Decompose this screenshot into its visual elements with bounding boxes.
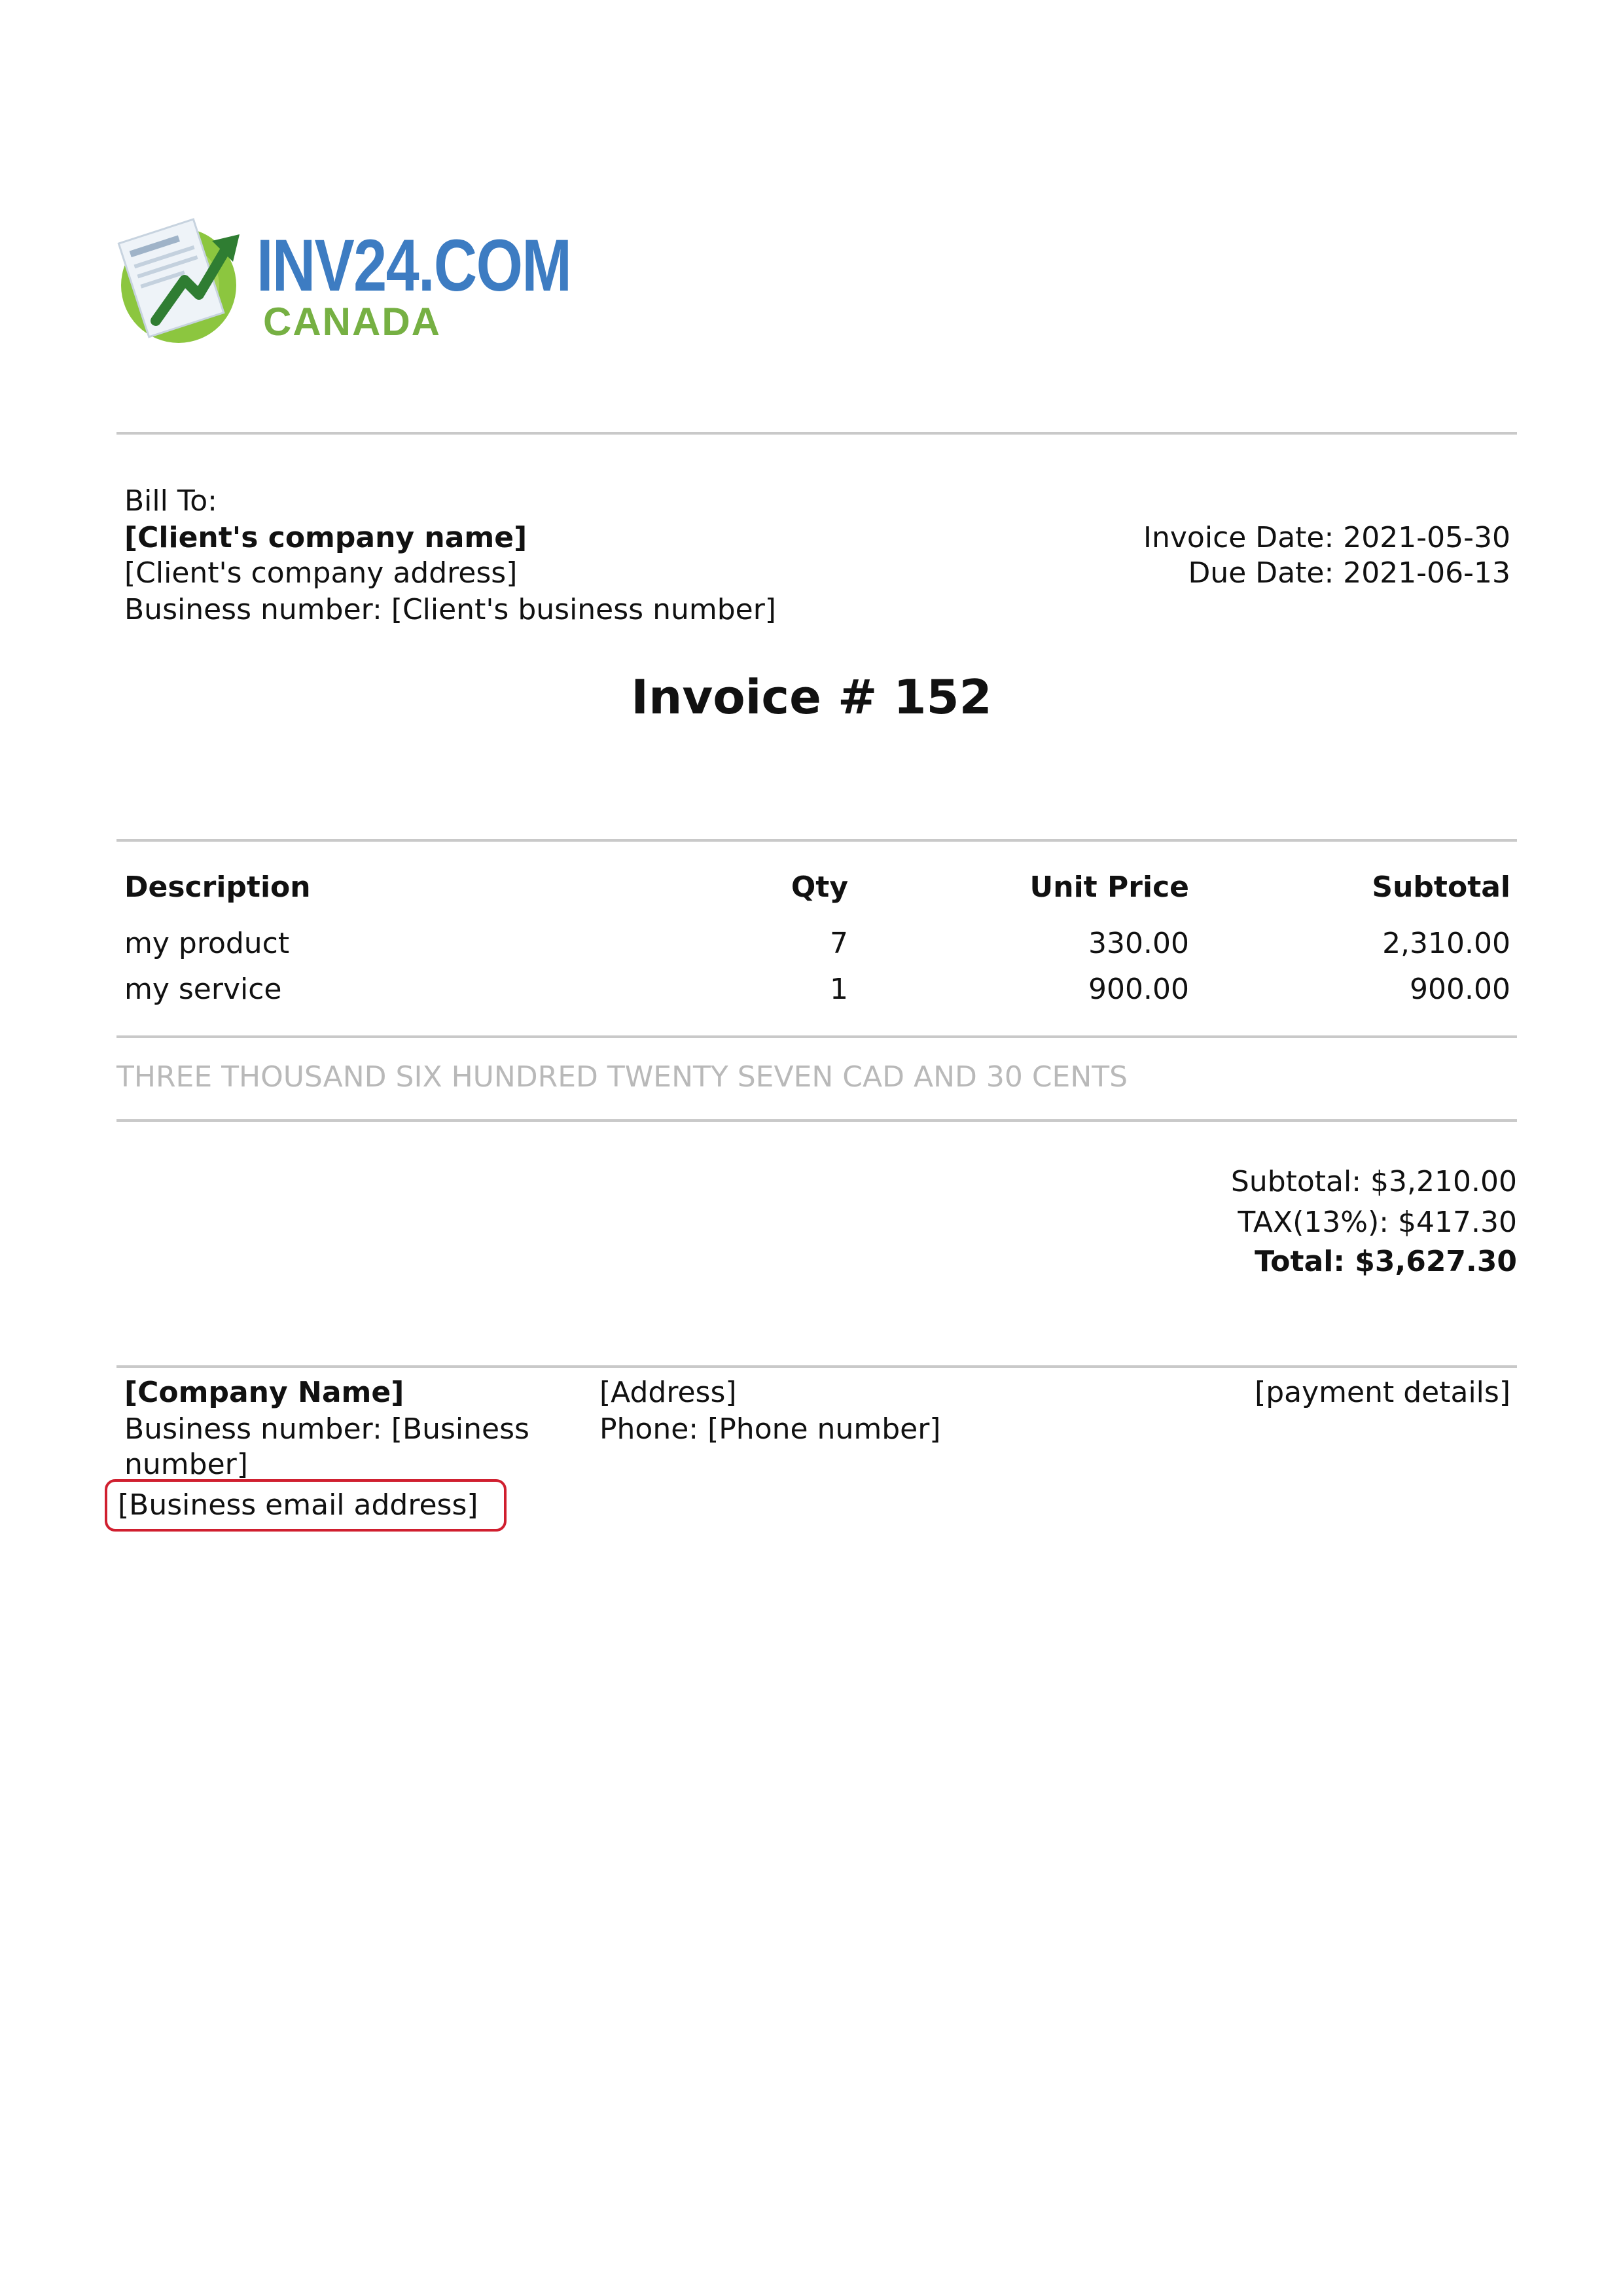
table-row-2-description: my service <box>124 973 282 1006</box>
words-divider <box>116 1119 1517 1122</box>
logo-name: INV24.COM <box>257 224 571 306</box>
footer-phone: Phone: [Phone number] <box>599 1412 941 1446</box>
due-date: Due Date: 2021-06-13 <box>1188 556 1510 590</box>
header-description: Description <box>124 870 311 904</box>
table-row-1-qty: 7 <box>830 927 848 960</box>
invoice-date: Invoice Date: 2021-05-30 <box>1143 521 1510 554</box>
logo-icon <box>116 208 247 346</box>
table-top-divider <box>116 839 1517 842</box>
footer-divider <box>116 1365 1517 1368</box>
amount-in-words: THREE THOUSAND SIX HUNDRED TWENTY SEVEN CAD AND 30 CENTS <box>116 1060 1128 1094</box>
footer-payment-details: [payment details] <box>1255 1376 1510 1409</box>
table-row-1-subtotal: 2,310.00 <box>1382 927 1510 960</box>
table-row-1-unit-price: 330.00 <box>1088 927 1189 960</box>
totals-total: Total: $3,627.30 <box>1255 1245 1517 1278</box>
table-bottom-divider <box>116 1035 1517 1038</box>
footer-business-number: Business number: [Business <box>124 1412 529 1446</box>
footer-email: [Business email address] <box>118 1488 478 1522</box>
totals-subtotal: Subtotal: $3,210.00 <box>1230 1165 1517 1198</box>
header-qty: Qty <box>791 870 848 904</box>
client-company-name: [Client's company name] <box>124 521 527 554</box>
bill-to-label: Bill To: <box>124 484 217 518</box>
table-row-2-qty: 1 <box>830 973 848 1006</box>
table-row-1-description: my product <box>124 927 290 960</box>
client-business-number: Business number: [Client's business number] <box>124 593 776 626</box>
footer-business-number-cont: number] <box>124 1448 248 1481</box>
totals-tax: TAX(13%): $417.30 <box>1238 1206 1517 1239</box>
client-company-address: [Client's company address] <box>124 556 518 590</box>
table-row-2-subtotal: 900.00 <box>1410 973 1510 1006</box>
header-divider <box>116 432 1517 435</box>
logo-subtitle: CANADA <box>263 300 441 344</box>
header-subtotal: Subtotal <box>1372 870 1510 904</box>
footer-company-name: [Company Name] <box>124 1376 404 1409</box>
header-unit-price: Unit Price <box>1029 870 1189 904</box>
footer-address: [Address] <box>599 1376 737 1409</box>
invoice-title: Invoice # 152 <box>631 670 992 725</box>
table-row-2-unit-price: 900.00 <box>1088 973 1189 1006</box>
